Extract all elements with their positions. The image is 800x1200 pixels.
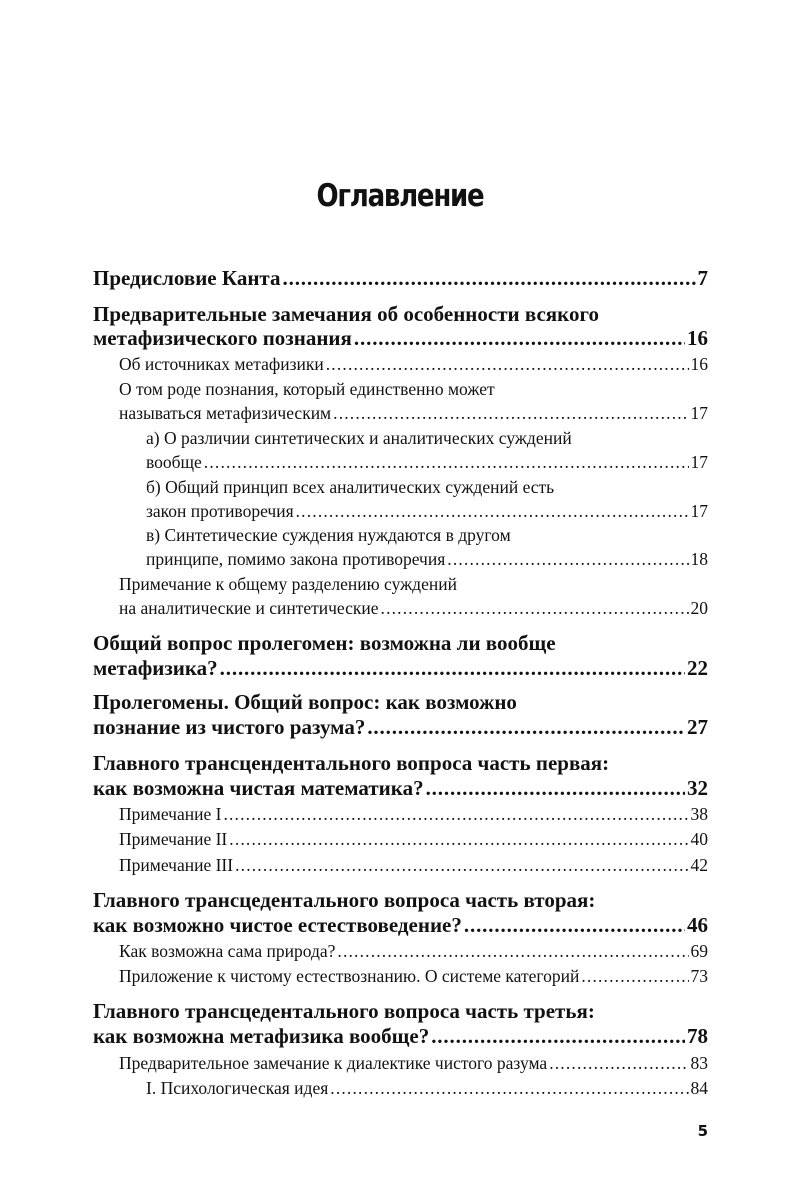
toc-entry-kind-of-knowledge[interactable]: [119, 403, 708, 424]
toc-entry-title-line: [119, 379, 708, 400]
toc-page-number: 78: [687, 1024, 708, 1048]
toc-page-number: 42: [690, 855, 708, 875]
toc-entry-title-line: [146, 477, 708, 498]
toc-entry-title: Об источниках метафизики: [119, 354, 324, 374]
toc-entry-title: Примечание III: [119, 855, 234, 875]
page-title: Оглавление: [316, 178, 484, 214]
toc-entry-title-line: [146, 525, 708, 546]
toc-entry-title: а) О различии синтетических и аналитических суждений: [146, 428, 572, 448]
toc-page-number: 84: [690, 1078, 708, 1098]
dot-leader: [235, 855, 688, 876]
toc-entry-title: закон противоречия: [146, 501, 294, 521]
toc-entry-title: на аналитические и синтетические: [119, 598, 379, 618]
dot-leader: [337, 941, 688, 962]
dot-leader: [283, 266, 696, 291]
dot-leader: [204, 452, 689, 473]
toc-page-number: 7: [697, 266, 708, 290]
toc-entry-title: в) Синтетические суждения нуждаются в другом: [146, 525, 511, 545]
dot-leader: [354, 326, 685, 351]
toc-entry-analytic-principle[interactable]: [146, 501, 708, 522]
toc-entry-title: Приложение к чистому естествознанию. О системе категорий: [119, 966, 580, 986]
toc-entry-title: Примечание I: [119, 804, 222, 824]
dot-leader: [296, 501, 689, 522]
toc-entry-title-line: [146, 428, 708, 449]
dot-leader: [381, 598, 689, 619]
toc-page-number: 18: [690, 549, 708, 569]
toc-entry-part-three[interactable]: [93, 1024, 708, 1049]
dot-leader: [431, 1024, 685, 1049]
dot-leader: [464, 913, 685, 938]
toc-page-number: 16: [687, 326, 708, 350]
toc-page-number: 17: [690, 403, 708, 423]
toc-entry-title: метафизика?: [93, 656, 218, 680]
toc-entry-title-line: [93, 302, 708, 327]
toc-entry-title: Главного трансцедентального вопроса часть вторая:: [93, 888, 596, 912]
toc-page-number: 20: [690, 598, 708, 618]
toc-page-number: 32: [687, 776, 708, 800]
toc-entry-part-two[interactable]: [93, 913, 708, 938]
dot-leader: [223, 804, 688, 825]
toc-entry-title: вообще: [146, 452, 202, 472]
dot-leader: [581, 966, 688, 987]
toc-entry-division-note[interactable]: [119, 598, 708, 619]
toc-entry-dialectic[interactable]: [119, 1053, 708, 1074]
dot-leader: [549, 1053, 688, 1074]
toc-entry-title: Примечание к общему разделению суждений: [119, 574, 457, 594]
toc-entry-preface[interactable]: [93, 266, 708, 291]
page-number: 5: [697, 1122, 708, 1140]
toc-entry-title-line: [93, 631, 708, 656]
toc-entry-title: метафизического познания: [93, 326, 352, 350]
toc-entry-title: как возможна чистая математика?: [93, 776, 424, 800]
toc-entry-synthetic-principle[interactable]: [146, 549, 708, 570]
dot-leader: [447, 549, 688, 570]
toc-entry-title: Предварительное замечание к диалектике чистого разума: [119, 1053, 548, 1073]
toc-entry-title-line: [119, 574, 708, 595]
toc-entry-title: принципе, помимо закона противоречия: [146, 549, 446, 569]
toc-page-number: 73: [690, 966, 708, 986]
toc-entry-title: как возможна метафизика вообще?: [93, 1024, 430, 1048]
toc-entry-sources[interactable]: [119, 354, 708, 375]
toc-entry-categories[interactable]: [119, 966, 708, 987]
toc-entry-title: Главного трансцедентального вопроса часть третья:: [93, 999, 595, 1023]
dot-leader: [229, 829, 688, 850]
toc-page-number: 46: [687, 913, 708, 937]
toc-page-number: 83: [690, 1053, 708, 1073]
dot-leader: [326, 354, 689, 375]
toc-entry-psychological-idea[interactable]: [146, 1078, 708, 1099]
toc-page-number: 69: [690, 941, 708, 961]
toc-page-number: 16: [690, 354, 708, 374]
toc-entry-title-line: [93, 888, 708, 913]
toc-entry-part-one[interactable]: [93, 776, 708, 801]
toc-entry-note-2[interactable]: [119, 829, 708, 850]
toc-entry-title: Примечание II: [119, 829, 228, 849]
toc-entry-prolegomena[interactable]: [93, 715, 708, 740]
toc-page-number: 40: [690, 829, 708, 849]
toc-entry-title: как возможно чистое естествоведение?: [93, 913, 462, 937]
toc-entry-title-line: [93, 690, 708, 715]
toc-entry-general-question[interactable]: [93, 656, 708, 681]
toc-entry-nature[interactable]: [119, 941, 708, 962]
toc-page-number: 17: [690, 452, 708, 472]
toc-entry-title: Предварительные замечания об особенности всякого: [93, 302, 599, 326]
toc-entry-title: Общий вопрос пролегомен: возможна ли вообще: [93, 631, 556, 655]
toc-entry-note-3[interactable]: [119, 855, 708, 876]
toc-page-number: 17: [690, 501, 708, 521]
toc-entry-preliminary-remarks[interactable]: [93, 326, 708, 351]
toc-entry-title: Предисловие Канта: [93, 266, 281, 290]
toc-entry-title-line: [93, 999, 708, 1024]
toc-page-number: 38: [690, 804, 708, 824]
toc-page-number: 22: [687, 656, 708, 680]
toc-entry-title: б) Общий принцип всех аналитических суждений есть: [146, 477, 555, 497]
toc-entry-title: Пролегомены. Общий вопрос: как возможно: [93, 690, 517, 714]
toc-entry-title: Главного трансцендентального вопроса часть первая:: [93, 751, 610, 775]
toc-entry-synthetic-analytic[interactable]: [146, 452, 708, 473]
toc-entry-note-1[interactable]: [119, 804, 708, 825]
toc-entry-title: О том роде познания, который единственно может: [119, 379, 495, 399]
toc-entry-title: I. Психологическая идея: [146, 1078, 329, 1098]
toc-entry-title-line: [93, 751, 708, 776]
dot-leader: [330, 1078, 688, 1099]
dot-leader: [367, 715, 685, 740]
toc-entry-title: называться метафизическим: [119, 403, 332, 423]
dot-leader: [333, 403, 688, 424]
dot-leader: [220, 656, 685, 681]
dot-leader: [426, 776, 685, 801]
toc-page-number: 27: [687, 715, 708, 739]
toc-entry-title: Как возможна сама природа?: [119, 941, 336, 961]
toc-entry-title: познание из чистого разума?: [93, 715, 366, 739]
